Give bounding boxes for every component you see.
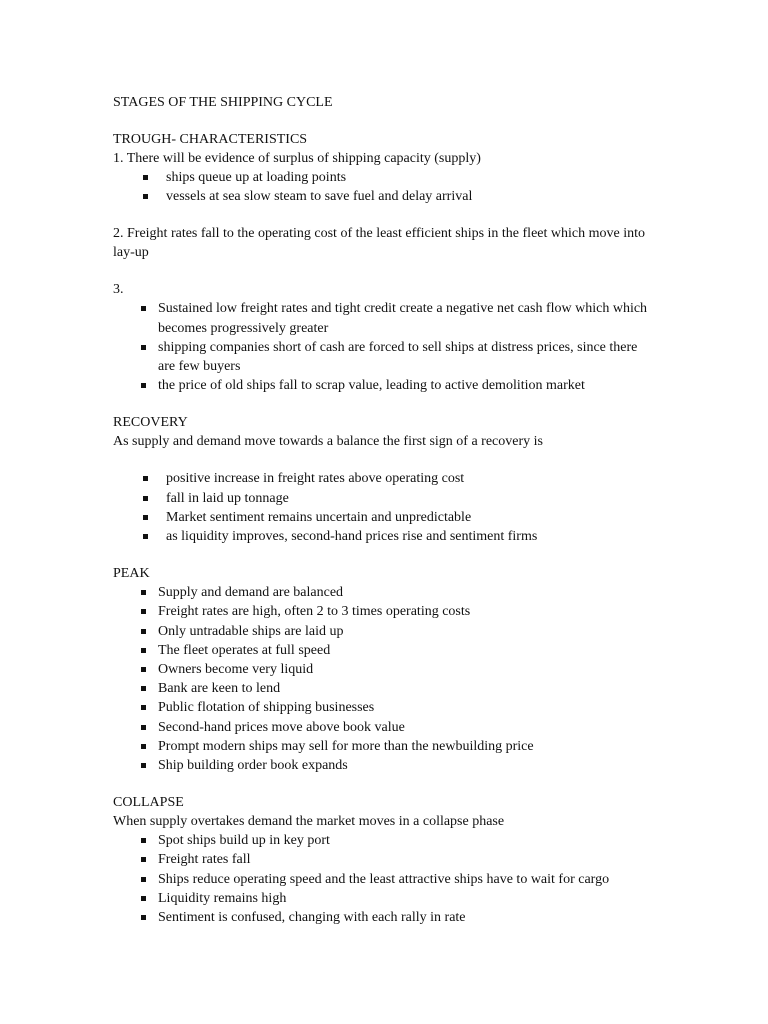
list-item: Liquidity remains high: [113, 889, 653, 908]
trough-point-2: 2. Freight rates fall to the operating cost of the least efficient ships in the fleet which move into lay-up: [113, 226, 645, 261]
list-item: Freight rates fall: [113, 850, 653, 869]
spacer: [113, 775, 653, 793]
list-item: Sentiment is confused, changing with each rally in rate: [113, 908, 653, 927]
recovery-list: [113, 469, 653, 546]
list-item: The fleet operates at full speed: [113, 641, 653, 660]
recovery-heading: RECOVERY: [113, 415, 188, 431]
document-page: [113, 93, 653, 927]
list-item: Spot ships build up in key port: [113, 831, 653, 850]
document-title: STAGES OF THE SHIPPING CYCLE: [113, 95, 333, 110]
list-item: Supply and demand are balanced: [113, 583, 653, 602]
list-item: positive increase in freight rates above operating cost: [113, 469, 653, 488]
collapse-list: [113, 831, 653, 927]
list-item: as liquidity improves, second-hand prices rise and sentiment firms: [113, 527, 653, 546]
square-bullet-icon: [141, 877, 146, 882]
list-item: Ship building order book expands: [113, 756, 653, 775]
list-item: fall in laid up tonnage: [113, 489, 653, 508]
list-item: shipping companies short of cash are forced to sell ships at distress prices, since there are few buyers: [113, 338, 653, 376]
spacer: [113, 112, 653, 130]
spacer: [113, 206, 653, 224]
list-item: vessels at sea slow steam to save fuel and delay arrival: [113, 187, 653, 206]
collapse-intro: When supply overtakes demand the market moves in a collapse phase: [113, 814, 505, 830]
list-item: Ships reduce operating speed and the least attractive ships have to wait for cargo: [113, 870, 653, 889]
trough-heading: TROUGH- CHARACTERISTICS: [113, 132, 308, 147]
square-bullet-icon: [143, 175, 148, 180]
spacer: [113, 546, 653, 564]
square-bullet-icon: [141, 705, 146, 710]
square-bullet-icon: [141, 896, 146, 901]
square-bullet-icon: [141, 667, 146, 672]
list-item: Sustained low freight rates and tight credit create a negative net cash flow which which becomes progressively greater: [113, 299, 653, 337]
square-bullet-icon: [143, 194, 148, 199]
square-bullet-icon: [141, 915, 146, 920]
trough-point-3: 3.: [113, 282, 124, 298]
square-bullet-icon: [141, 648, 146, 653]
list-item: Second-hand prices move above book value: [113, 718, 653, 737]
square-bullet-icon: [141, 383, 146, 388]
square-bullet-icon: [141, 306, 146, 311]
spacer: [113, 395, 653, 413]
square-bullet-icon: [141, 725, 146, 730]
trough-point-1-list: [113, 168, 653, 206]
list-item: Market sentiment remains uncertain and unpredictable: [113, 508, 653, 527]
list-item: Owners become very liquid: [113, 660, 653, 679]
square-bullet-icon: [141, 838, 146, 843]
list-item: Freight rates are high, often 2 to 3 times operating costs: [113, 602, 653, 621]
square-bullet-icon: [143, 515, 148, 520]
square-bullet-icon: [143, 476, 148, 481]
square-bullet-icon: [141, 686, 146, 691]
peak-heading: PEAK: [113, 566, 150, 582]
trough-point-1: 1. There will be evidence of surplus of shipping capacity (supply): [113, 151, 481, 166]
square-bullet-icon: [141, 590, 146, 595]
square-bullet-icon: [141, 629, 146, 634]
trough-point-3-list: [113, 299, 653, 395]
recovery-intro: As supply and demand move towards a balance the first sign of a recovery is: [113, 434, 543, 450]
list-item: Bank are keen to lend: [113, 679, 653, 698]
spacer: [113, 451, 653, 469]
square-bullet-icon: [141, 609, 146, 614]
peak-list: [113, 583, 653, 775]
spacer: [113, 262, 653, 280]
collapse-heading: COLLAPSE: [113, 795, 184, 811]
list-item: the price of old ships fall to scrap value, leading to active demolition market: [113, 376, 653, 395]
square-bullet-icon: [141, 857, 146, 862]
square-bullet-icon: [141, 763, 146, 768]
list-item: Prompt modern ships may sell for more than the newbuilding price: [113, 737, 653, 756]
list-item: Only untradable ships are laid up: [113, 622, 653, 641]
square-bullet-icon: [143, 496, 148, 501]
square-bullet-icon: [143, 534, 148, 539]
list-item: Public flotation of shipping businesses: [113, 698, 653, 717]
square-bullet-icon: [141, 744, 146, 749]
square-bullet-icon: [141, 345, 146, 350]
list-item: ships queue up at loading points: [113, 168, 653, 187]
